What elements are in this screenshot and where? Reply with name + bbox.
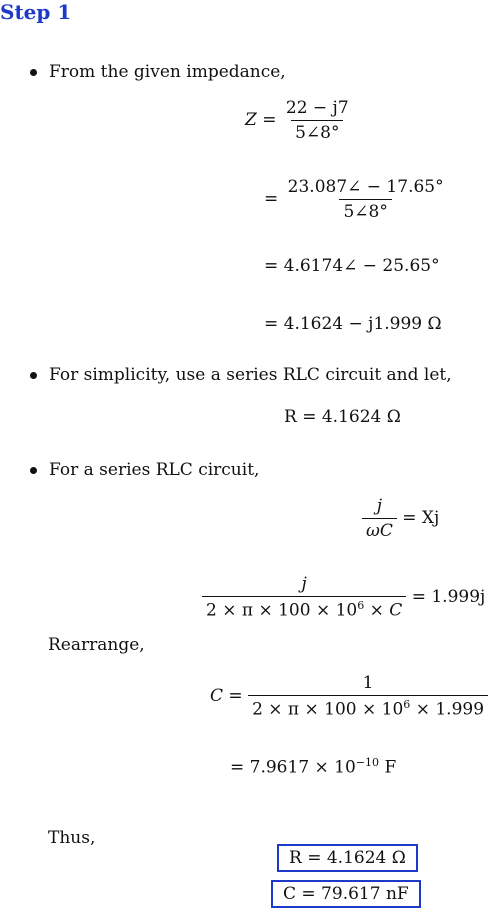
exponent: 6 xyxy=(357,599,365,612)
equation-capacitance-value xyxy=(230,756,396,778)
denominator-right: × 1.999 xyxy=(410,699,485,720)
exponent: −10 xyxy=(355,756,380,769)
numerator: 22 − j7 xyxy=(285,98,349,118)
value-left: = 7.9617 × 10 xyxy=(230,757,356,778)
value-unit: F xyxy=(379,757,397,778)
step-title: Step 1 xyxy=(0,0,72,24)
equation-capacitance xyxy=(210,673,488,720)
numerator: 1 xyxy=(362,673,374,693)
equals-sign: = xyxy=(264,189,279,209)
bullet-dot xyxy=(30,467,37,474)
bullet-text: From the given impedance, xyxy=(49,62,286,82)
denominator: ωC xyxy=(362,518,397,541)
bullet-series-rlc-let xyxy=(30,365,452,385)
equation-rect-result: = 4.1624 − j1.999 Ω xyxy=(264,314,442,334)
equation-polar-fraction xyxy=(264,177,448,222)
numerator: j xyxy=(376,496,383,516)
equation-rhs: = Xj xyxy=(402,508,440,528)
equation-r-value: R = 4.1624 Ω xyxy=(284,407,401,427)
text-thus: Thus, xyxy=(48,828,96,848)
bullet-text: For a series RLC circuit, xyxy=(49,460,260,480)
denominator: 5∠8° xyxy=(339,199,391,222)
exponent: 6 xyxy=(403,698,411,711)
equation-capacitance-setup xyxy=(202,574,485,621)
text-rearrange: Rearrange, xyxy=(48,635,145,655)
fraction xyxy=(362,496,397,541)
bullet-from-impedance xyxy=(30,62,286,82)
equation-lhs: C = xyxy=(210,685,243,706)
result-r-box: R = 4.1624 Ω xyxy=(277,844,418,872)
result-c-box: C = 79.617 nF xyxy=(271,880,421,908)
denominator-right: × C xyxy=(364,600,403,621)
denominator-left: 2 × π × 100 × 10 xyxy=(252,699,404,720)
denominator xyxy=(202,596,406,621)
equation-z-fraction xyxy=(245,98,353,143)
fraction xyxy=(202,574,406,621)
denominator: 5∠8° xyxy=(291,120,343,143)
denominator xyxy=(248,695,488,720)
bullet-text: For simplicity, use a series RLC circuit and let, xyxy=(49,365,452,385)
bullet-dot xyxy=(30,69,37,76)
equation-lhs: Z = xyxy=(245,110,277,130)
equation-polar-result: = 4.6174∠ − 25.65° xyxy=(264,256,440,276)
numerator: j xyxy=(301,574,307,594)
equation-reactance xyxy=(362,496,439,541)
fraction xyxy=(282,98,353,143)
fraction xyxy=(248,673,488,720)
fraction xyxy=(284,177,448,222)
denominator-left: 2 × π × 100 × 10 xyxy=(206,600,358,621)
bullet-dot xyxy=(30,372,37,379)
numerator: 23.087∠ − 17.65° xyxy=(287,177,444,197)
equation-rhs: = 1.999j xyxy=(411,586,486,607)
bullet-series-rlc xyxy=(30,460,259,480)
